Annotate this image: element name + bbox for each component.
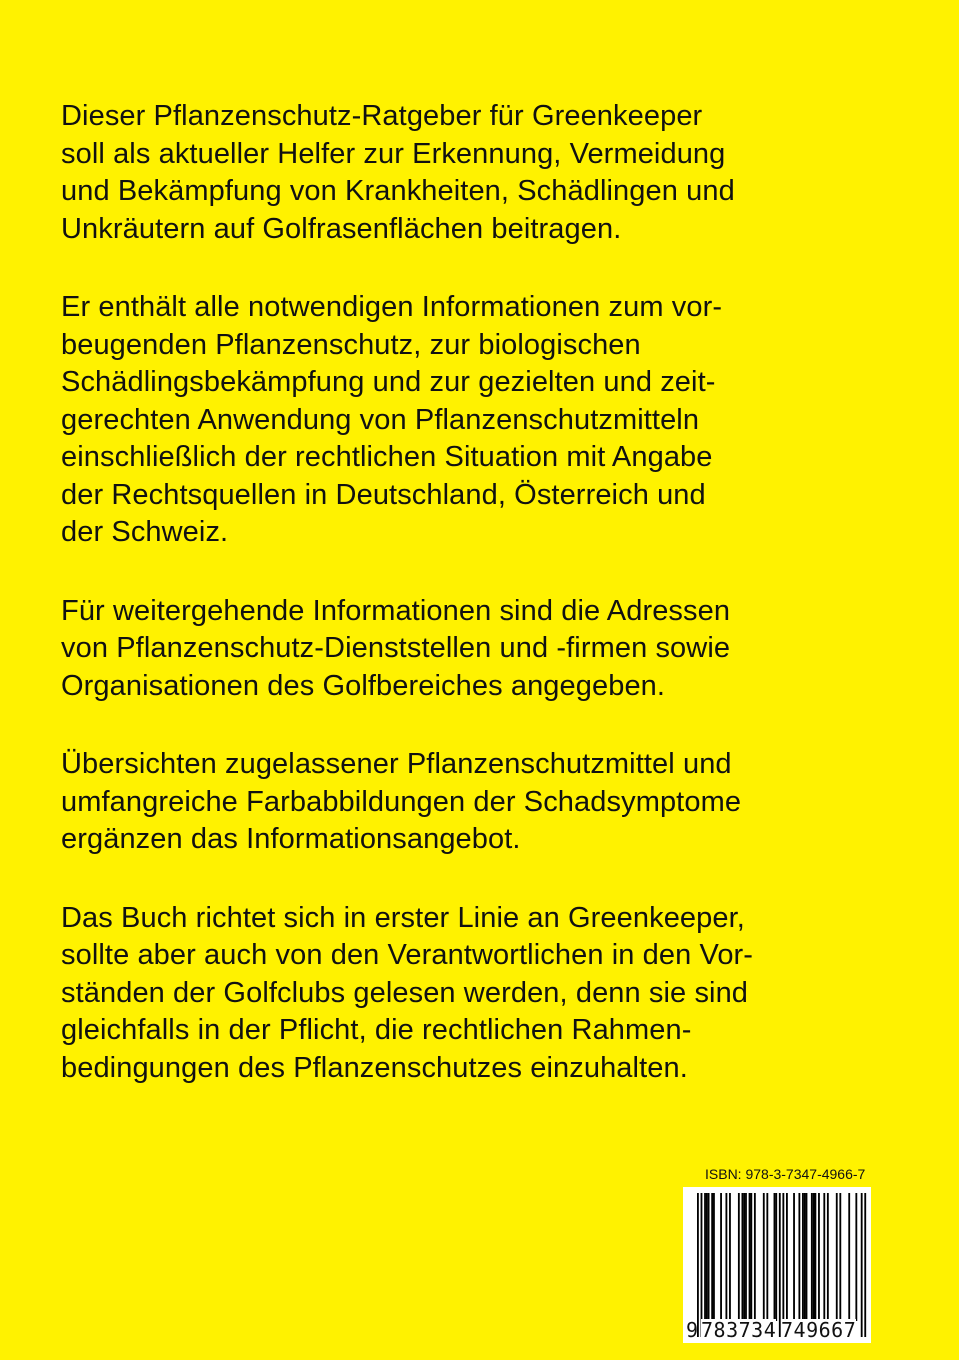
- blurb-paragraph-1: [61, 98, 911, 248]
- text-line: der Rechtsquellen in Deutschland, Österreich und: [61, 478, 706, 511]
- barcode-digit-group-left: 783734: [701, 1318, 777, 1342]
- barcode-bar: [725, 1193, 727, 1321]
- isbn-barcode: [683, 1187, 871, 1343]
- barcode-bar: [743, 1193, 745, 1321]
- barcode-bar: [763, 1193, 765, 1321]
- barcode-bar: [706, 1193, 708, 1321]
- isbn-label: ISBN: 978-3-7347-4966-7: [705, 1166, 866, 1182]
- text-line: Für weitergehende Informationen sind die Adressen: [61, 594, 731, 627]
- barcode-digits: [683, 1319, 871, 1343]
- barcode-bar: [806, 1193, 808, 1321]
- barcode-bar: [855, 1193, 857, 1321]
- barcode-bar: [823, 1193, 825, 1321]
- text-line: beugenden Pflanzenschutz, zur biologischen: [61, 328, 641, 361]
- barcode-bar: [811, 1193, 813, 1321]
- barcode-digit-group-right: 749667: [781, 1318, 857, 1342]
- text-line: Übersichten zugelassener Pflanzenschutzmittel und: [61, 748, 732, 780]
- text-line: ständen der Golfclubs gelesen werden, denn sie sind: [61, 976, 749, 1009]
- text-line: Organisationen des Golfbereiches angegeben.: [61, 669, 666, 702]
- barcode-bar: [813, 1193, 815, 1321]
- text-line: Er enthält alle notwendigen Informationen zum vor-: [61, 291, 723, 323]
- text-line: Unkräutern auf Golfrasenflächen beitragen.: [61, 212, 622, 245]
- barcode-bar: [786, 1193, 788, 1321]
- text-line: gerechten Anwendung von Pflanzenschutzmitteln: [61, 403, 700, 436]
- barcode-bar: [818, 1193, 820, 1321]
- barcode-bar: [775, 1193, 777, 1321]
- barcode-bar: [814, 1193, 816, 1321]
- text-line: Schädlingsbekämpfung und zur gezielten und zeit-: [61, 366, 716, 398]
- text-line: Das Buch richtet sich in erster Linie an Greenkeeper,: [61, 901, 745, 934]
- barcode-bar: [738, 1193, 740, 1321]
- barcode-guard-bar: [701, 1193, 703, 1337]
- text-line: einschließlich der rechtlichen Situation mit Angabe: [61, 441, 713, 473]
- text-line: und Bekämpfung von Krankheiten, Schädlingen und: [61, 175, 735, 207]
- blurb-paragraph-3: [61, 593, 911, 706]
- barcode-bar: [754, 1193, 756, 1321]
- barcode-guard-bar: [697, 1193, 699, 1337]
- text-line: Dieser Pflanzenschutz-Ratgeber für Greenkeeper: [61, 100, 703, 132]
- blurb-paragraph-4: [61, 746, 911, 859]
- barcode-bar: [745, 1193, 747, 1321]
- barcode-guard-bar: [864, 1193, 866, 1337]
- barcode-bar: [802, 1193, 804, 1321]
- blurb-paragraph-2: [61, 289, 911, 552]
- blurb-text: [61, 98, 911, 1128]
- barcode-bar: [774, 1193, 776, 1321]
- barcode-guard-bar: [782, 1193, 784, 1337]
- barcode-guard-bar: [779, 1193, 781, 1337]
- text-line: sollte aber auch von den Verantwortlichen in den Vor-: [61, 939, 754, 971]
- blurb-paragraph-5: [61, 900, 911, 1088]
- text-line: soll als aktueller Helfer zur Erkennung, Vermeidung: [61, 137, 726, 170]
- barcode-bar: [798, 1193, 800, 1321]
- barcode-bar: [742, 1193, 744, 1321]
- barcode-bar: [750, 1193, 752, 1321]
- barcode-bar: [713, 1193, 715, 1321]
- barcode-bar: [804, 1193, 806, 1321]
- barcode-bar: [729, 1193, 731, 1321]
- text-line: der Schweiz.: [61, 516, 229, 548]
- barcode-bar: [827, 1193, 829, 1321]
- barcode-bar: [793, 1193, 795, 1321]
- barcode-bar: [711, 1193, 713, 1321]
- barcode-bar: [848, 1193, 850, 1321]
- text-line: umfangreiche Farbabbildungen der Schadsymptome: [61, 785, 742, 818]
- text-line: gleichfalls in der Pflicht, die rechtlichen Rahmen-: [61, 1014, 692, 1046]
- barcode-bar: [720, 1193, 722, 1321]
- text-line: bedingungen des Pflanzenschutzes einzuhalten.: [61, 1051, 688, 1084]
- barcode-bar: [839, 1193, 841, 1321]
- barcode-bar: [708, 1193, 710, 1321]
- barcode-bar: [836, 1193, 838, 1321]
- text-line: ergänzen das Informationsangebot.: [61, 823, 521, 855]
- barcode-bar: [704, 1193, 706, 1321]
- text-line: von Pflanzenschutz-Dienststellen und -firmen sowie: [61, 632, 731, 664]
- barcode-bar: [766, 1193, 768, 1321]
- barcode-guard-bar: [861, 1193, 863, 1337]
- barcode-bar: [749, 1193, 751, 1321]
- barcode-digit-first: 9: [686, 1318, 699, 1342]
